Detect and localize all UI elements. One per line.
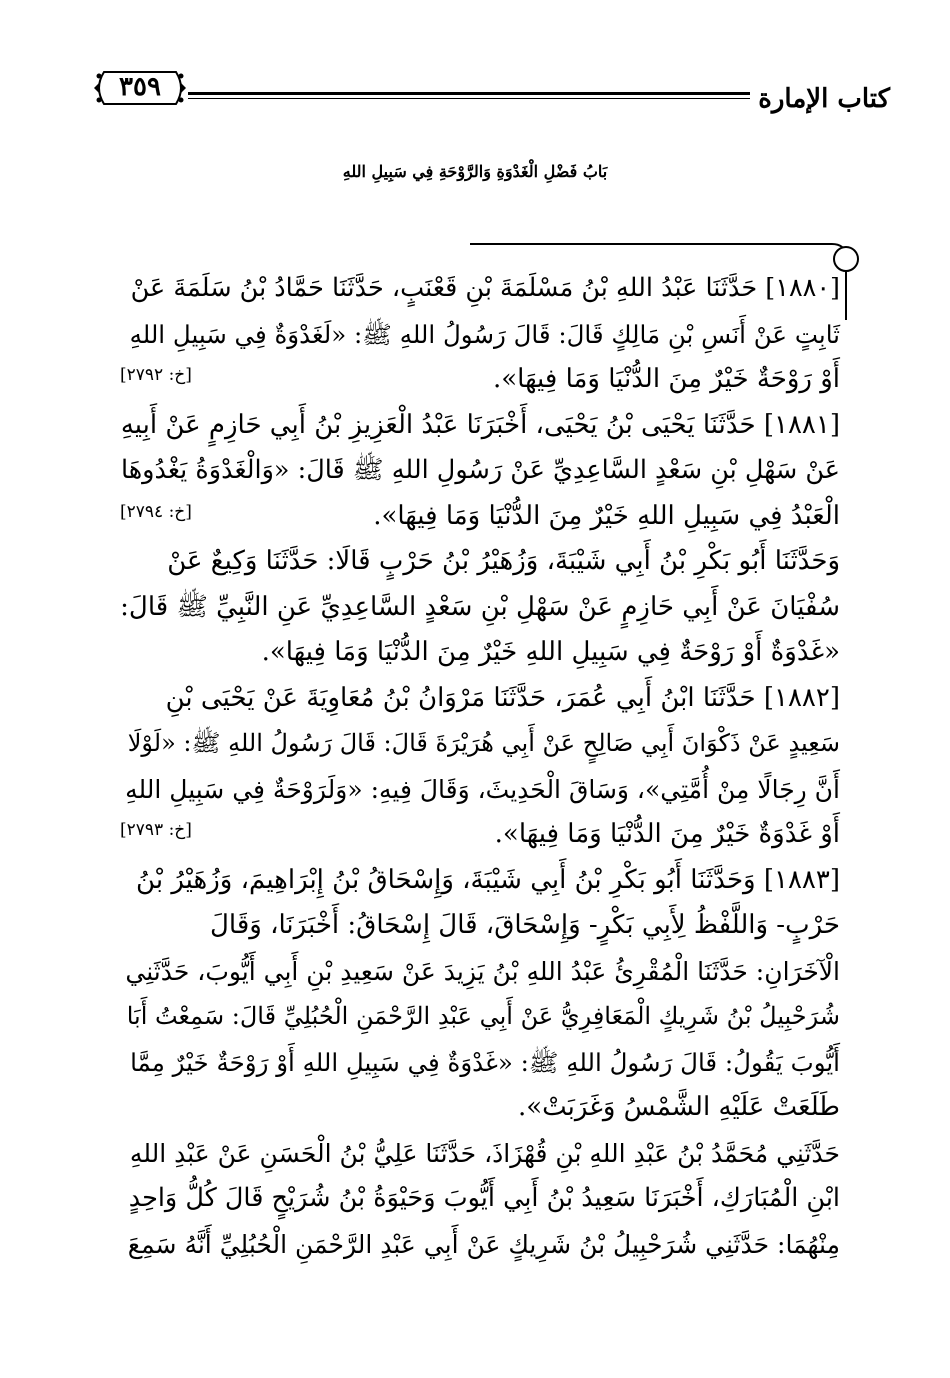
text-line [120, 949, 840, 995]
line-text: عَنْ سَهْلِ بْنِ سَعْدٍ السَّاعِدِيِّ عَنْ رَسُولِ اللهِ ﷺ قَالَ: «وَالْغَدْوَةُ يَغْدُوهَا [120, 455, 840, 485]
line-text: سَعِيدٍ عَنْ ذَكْوَانَ أَبِي صَالِحٍ عَنْ أَبِي هُرَيْرَةَ قَالَ: قَالَ رَسُولُ اللهِ ﷺ: «لَوْلَا [127, 729, 840, 757]
text-line [120, 357, 840, 403]
line-text: سُفْيَانَ عَنْ أَبِي حَازِمٍ عَنْ سَهْلِ بْنِ سَعْدٍ السَّاعِدِيِّ عَنِ النَّبِيِّ ﷺ قَالَ: [120, 591, 840, 622]
line-text: [١٨٨٠] حَدَّثَنَا عَبْدُ اللهِ بْنُ مَسْلَمَةَ بْنِ قَعْنَبٍ، حَدَّثَنَا حَمَّادُ بْنُ سَلَمَةَ عَنْ [130, 273, 840, 303]
line-text: الْعَبْدُ فِي سَبِيلِ اللهِ خَيْرٌ مِنَ الدُّنْيَا وَمَا فِيهَا». [373, 500, 840, 531]
text-line [120, 630, 840, 676]
book-title: كتاب الإمارة [758, 84, 890, 114]
text-line [120, 403, 840, 449]
line-text: شُرَحْبِيلُ بْنُ شَرِيكٍ الْمَعَافِرِيُّ عَنْ أَبِي عَبْدِ الرَّحْمَنِ الْحُبُلِيِّ قَالَ: سَمِعْتُ أَبَا [126, 1002, 840, 1030]
line-text: أَنَّ رِجَالًا مِنْ أُمَّتِي»، وَسَاقَ الْحَدِيثَ، وَقَالَ فِيهِ: «وَلَرَوْحَةٌ فِي سَبِيلِ اللهِ [125, 774, 840, 804]
hadith-text-body [120, 266, 840, 1267]
text-line [120, 585, 840, 631]
line-text: مِنْهُمَا: حَدَّثَنِي شُرَحْبِيلُ بْنُ شَرِيكٍ عَنْ أَبِي عَبْدِ الرَّحْمَنِ الْحُبُلِيِّ أَنَّهُ سَمِعَ [127, 1229, 840, 1259]
line-text: [١٨٨٢] حَدَّثَنَا ابْنُ أَبِي عُمَرَ، حَدَّثَنَا مَرْوَانُ بْنُ مُعَاوِيَةَ عَنْ يَحْيَى بْنِ [165, 682, 840, 713]
text-line [120, 1222, 840, 1268]
line-text: [١٨٨١] حَدَّثَنَا يَحْيَى بْنُ يَحْيَى، أَخْبَرَنَا عَبْدُ الْعَزِيزِ بْنُ أَبِي حَازِمٍ عَنْ أَبِيهِ [120, 409, 840, 440]
line-text: ابْنِ الْمُبَارَكِ، أَخْبَرَنَا سَعِيدُ بْنُ أَبِي أَيُّوبَ وَحَيْوَةُ بْنُ شُرَيْحٍ قَالَ كُلُّ وَاحِدٍ [128, 1183, 840, 1213]
line-text: الْآخَرَانِ: حَدَّثَنَا الْمُقْرِئُ عَبْدُ اللهِ بْنُ يَزِيدَ عَنْ سَعِيدِ بْنِ أَبِي أَيُّوبَ، حَدَّثَنِي [125, 956, 840, 986]
bukhari-reference: [خ: ٢٧٩٢] [120, 365, 192, 385]
line-text: أَوْ غَدْوَةٌ خَيْرٌ مِنَ الدُّنْيَا وَمَا فِيهَا». [494, 819, 840, 849]
page-number: ٣٥٩ [119, 72, 161, 102]
text-line [120, 1131, 840, 1177]
text-line [120, 767, 840, 813]
line-text: حَرْبٍ- وَاللَّفْظُ لِأَبِي بَكْرٍ- وَإِسْحَاقَ، قَالَ إِسْحَاقُ: أَخْبَرَنَا، وَقَالَ [210, 910, 840, 940]
text-line [120, 494, 840, 540]
text-line [120, 676, 840, 722]
chapter-title: بَابُ فَضْلِ الْغَدْوَةِ وَالرَّوْحَةِ فِي سَبِيلِ اللهِ [342, 162, 608, 181]
line-text: طَلَعَتْ عَلَيْهِ الشَّمْسُ وَغَرَبَتْ». [517, 1092, 840, 1122]
text-line [120, 312, 840, 358]
text-line [120, 1176, 840, 1222]
text-line [120, 1040, 840, 1086]
text-line [120, 266, 840, 312]
bukhari-reference: [خ: ٢٧٩٣] [120, 820, 192, 840]
line-text: أَيُّوبَ يَقُولُ: قَالَ رَسُولُ اللهِ ﷺ: «غَدْوَةٌ فِي سَبِيلِ اللهِ أَوْ رَوْحَةٌ خَيْرٌ مِمَّا [130, 1047, 840, 1077]
text-line [120, 721, 840, 767]
text-line [120, 812, 840, 858]
text-line [120, 448, 840, 494]
line-text: [١٨٨٣] وَحَدَّثَنَا أَبُو بَكْرِ بْنُ أَبِي شَيْبَةَ، وَإِسْحَاقُ بْنُ إِبْرَاهِيمَ، وَزُهَيْرُ بْنُ [136, 864, 840, 895]
text-line [120, 994, 840, 1040]
text-line [120, 858, 840, 904]
line-text: أَوْ رَوْحَةٌ خَيْرٌ مِنَ الدُّنْيَا وَمَا فِيهَا». [492, 364, 840, 394]
text-line [120, 903, 840, 949]
text-line [120, 1085, 840, 1131]
line-text: حَدَّثَنِي مُحَمَّدُ بْنُ عَبْدِ اللهِ بْنِ قُهْزَاذَ، حَدَّثَنَا عَلِيُّ بْنُ الْحَسَنِ عَنْ عَبْدِ اللهِ [129, 1138, 840, 1168]
bukhari-reference: [خ: ٢٧٩٤] [120, 501, 192, 522]
line-text: وَحَدَّثَنَا أَبُو بَكْرِ بْنُ أَبِي شَيْبَةَ، وَزُهَيْرُ بْنُ حَرْبٍ قَالَا: حَدَّثَنَا وَكِيعٌ عَنْ [167, 546, 840, 576]
text-line [120, 539, 840, 585]
line-text: ثَابِتٍ عَنْ أَنَسِ بْنِ مَالِكٍ قَالَ: قَالَ رَسُولُ اللهِ ﷺ: «لَغَدْوَةٌ فِي سَبِيلِ اللهِ [129, 319, 840, 349]
line-text: «غَدْوَةٌ أَوْ رَوْحَةٌ فِي سَبِيلِ اللهِ خَيْرٌ مِنَ الدُّنْيَا وَمَا فِيهَا». [261, 637, 840, 667]
